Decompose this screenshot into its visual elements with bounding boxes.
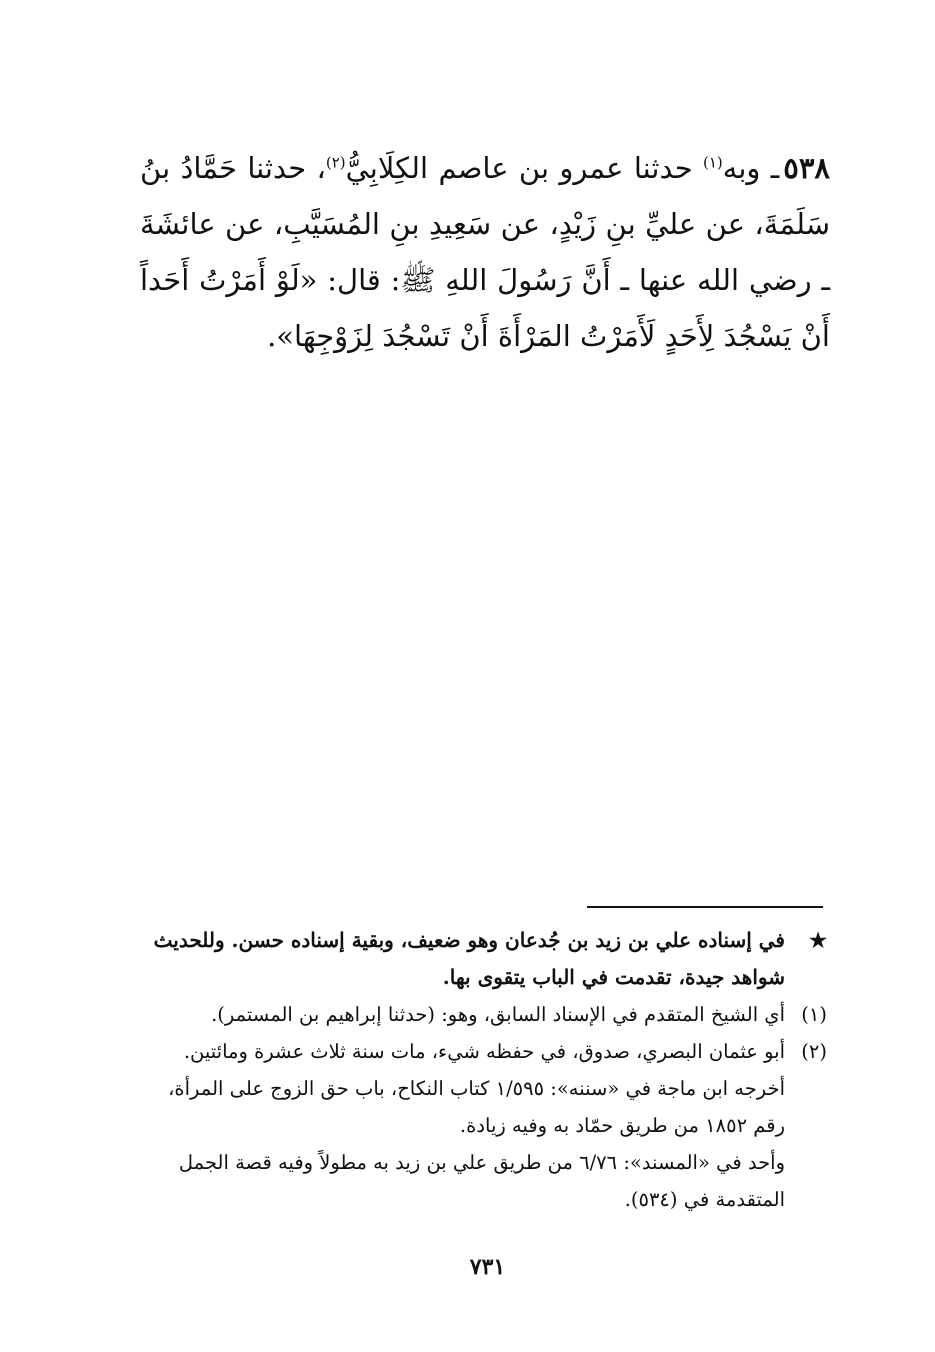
- footnote-2: [137, 1033, 827, 1218]
- footnote-1-text: أي الشيخ المتقدم في الإسناد السابق، وهو: (حدثنا إبراهيم بن المستمر).: [211, 1003, 785, 1026]
- footnote-ref-1[interactable]: (١): [703, 153, 723, 172]
- hadith-lead: ـ وبه: [722, 151, 780, 185]
- footnote-2-line3: وأحد في «المسند»: ٦/٧٦ من طريق علي بن زيد به مطولاً وفيه قصة الجمل المتقدمة في (٥٣٤).: [178, 1151, 785, 1211]
- footnote-ref-2[interactable]: (٢): [325, 153, 346, 172]
- star-marker: ★: [809, 928, 827, 952]
- hadith-chain-part1: حدثنا عمرو بن عاصم الكِلَابِيُّ: [345, 151, 703, 185]
- footnote-separator: [587, 906, 823, 908]
- footnote-2-line2: أخرجه ابن ماجة في «سننه»: ١/٥٩٥ كتاب النكاح، باب حق الزوج على المرأة، رقم ١٨٥٢ من طريق حمّاد به وفيه زيادة.: [168, 1077, 785, 1137]
- footnote-1-marker: (١): [801, 1003, 827, 1026]
- footnote-star: [137, 922, 827, 996]
- hadith-number: ٥٣٨: [783, 151, 830, 185]
- footnote-1: [137, 996, 827, 1033]
- footnote-2-line1: أبو عثمان البصري، صدوق، في حفظه شيء، مات سنة ثلاث عشرة ومائتين.: [183, 1040, 785, 1063]
- footnote-2-marker: (٢): [801, 1040, 827, 1063]
- hadith-text: [140, 140, 830, 364]
- page-number: ٧٣١: [469, 1254, 506, 1280]
- footnote-star-text: في إسناده علي بن زيد بن جُدعان وهو ضعيف، وبقية إسناده حسن. وللحديث شواهد جيدة، تقدمت في الباب يتقوى بها.: [153, 928, 785, 989]
- footnotes: [137, 922, 827, 1218]
- hadith-chain-part2: ، حدثنا حَمَّادُ بنُ سَلَمَةَ، عن عليِّ بنِ زَيْدٍ، عن سَعِيدِ بنِ المُسَيَّبِ، عن عائشَةَ ـ رضي الله عنها ـ أَنَّ رَسُولَ اللهِ ﷺ: قال: «لَوْ أَمَرْتُ أَحَداً أَنْ يَسْجُدَ لِأَحَدٍ لَأَمَرْتُ المَرْأَةَ أَنْ تَسْجُدَ لِزَوْجِهَا».: [140, 151, 830, 353]
